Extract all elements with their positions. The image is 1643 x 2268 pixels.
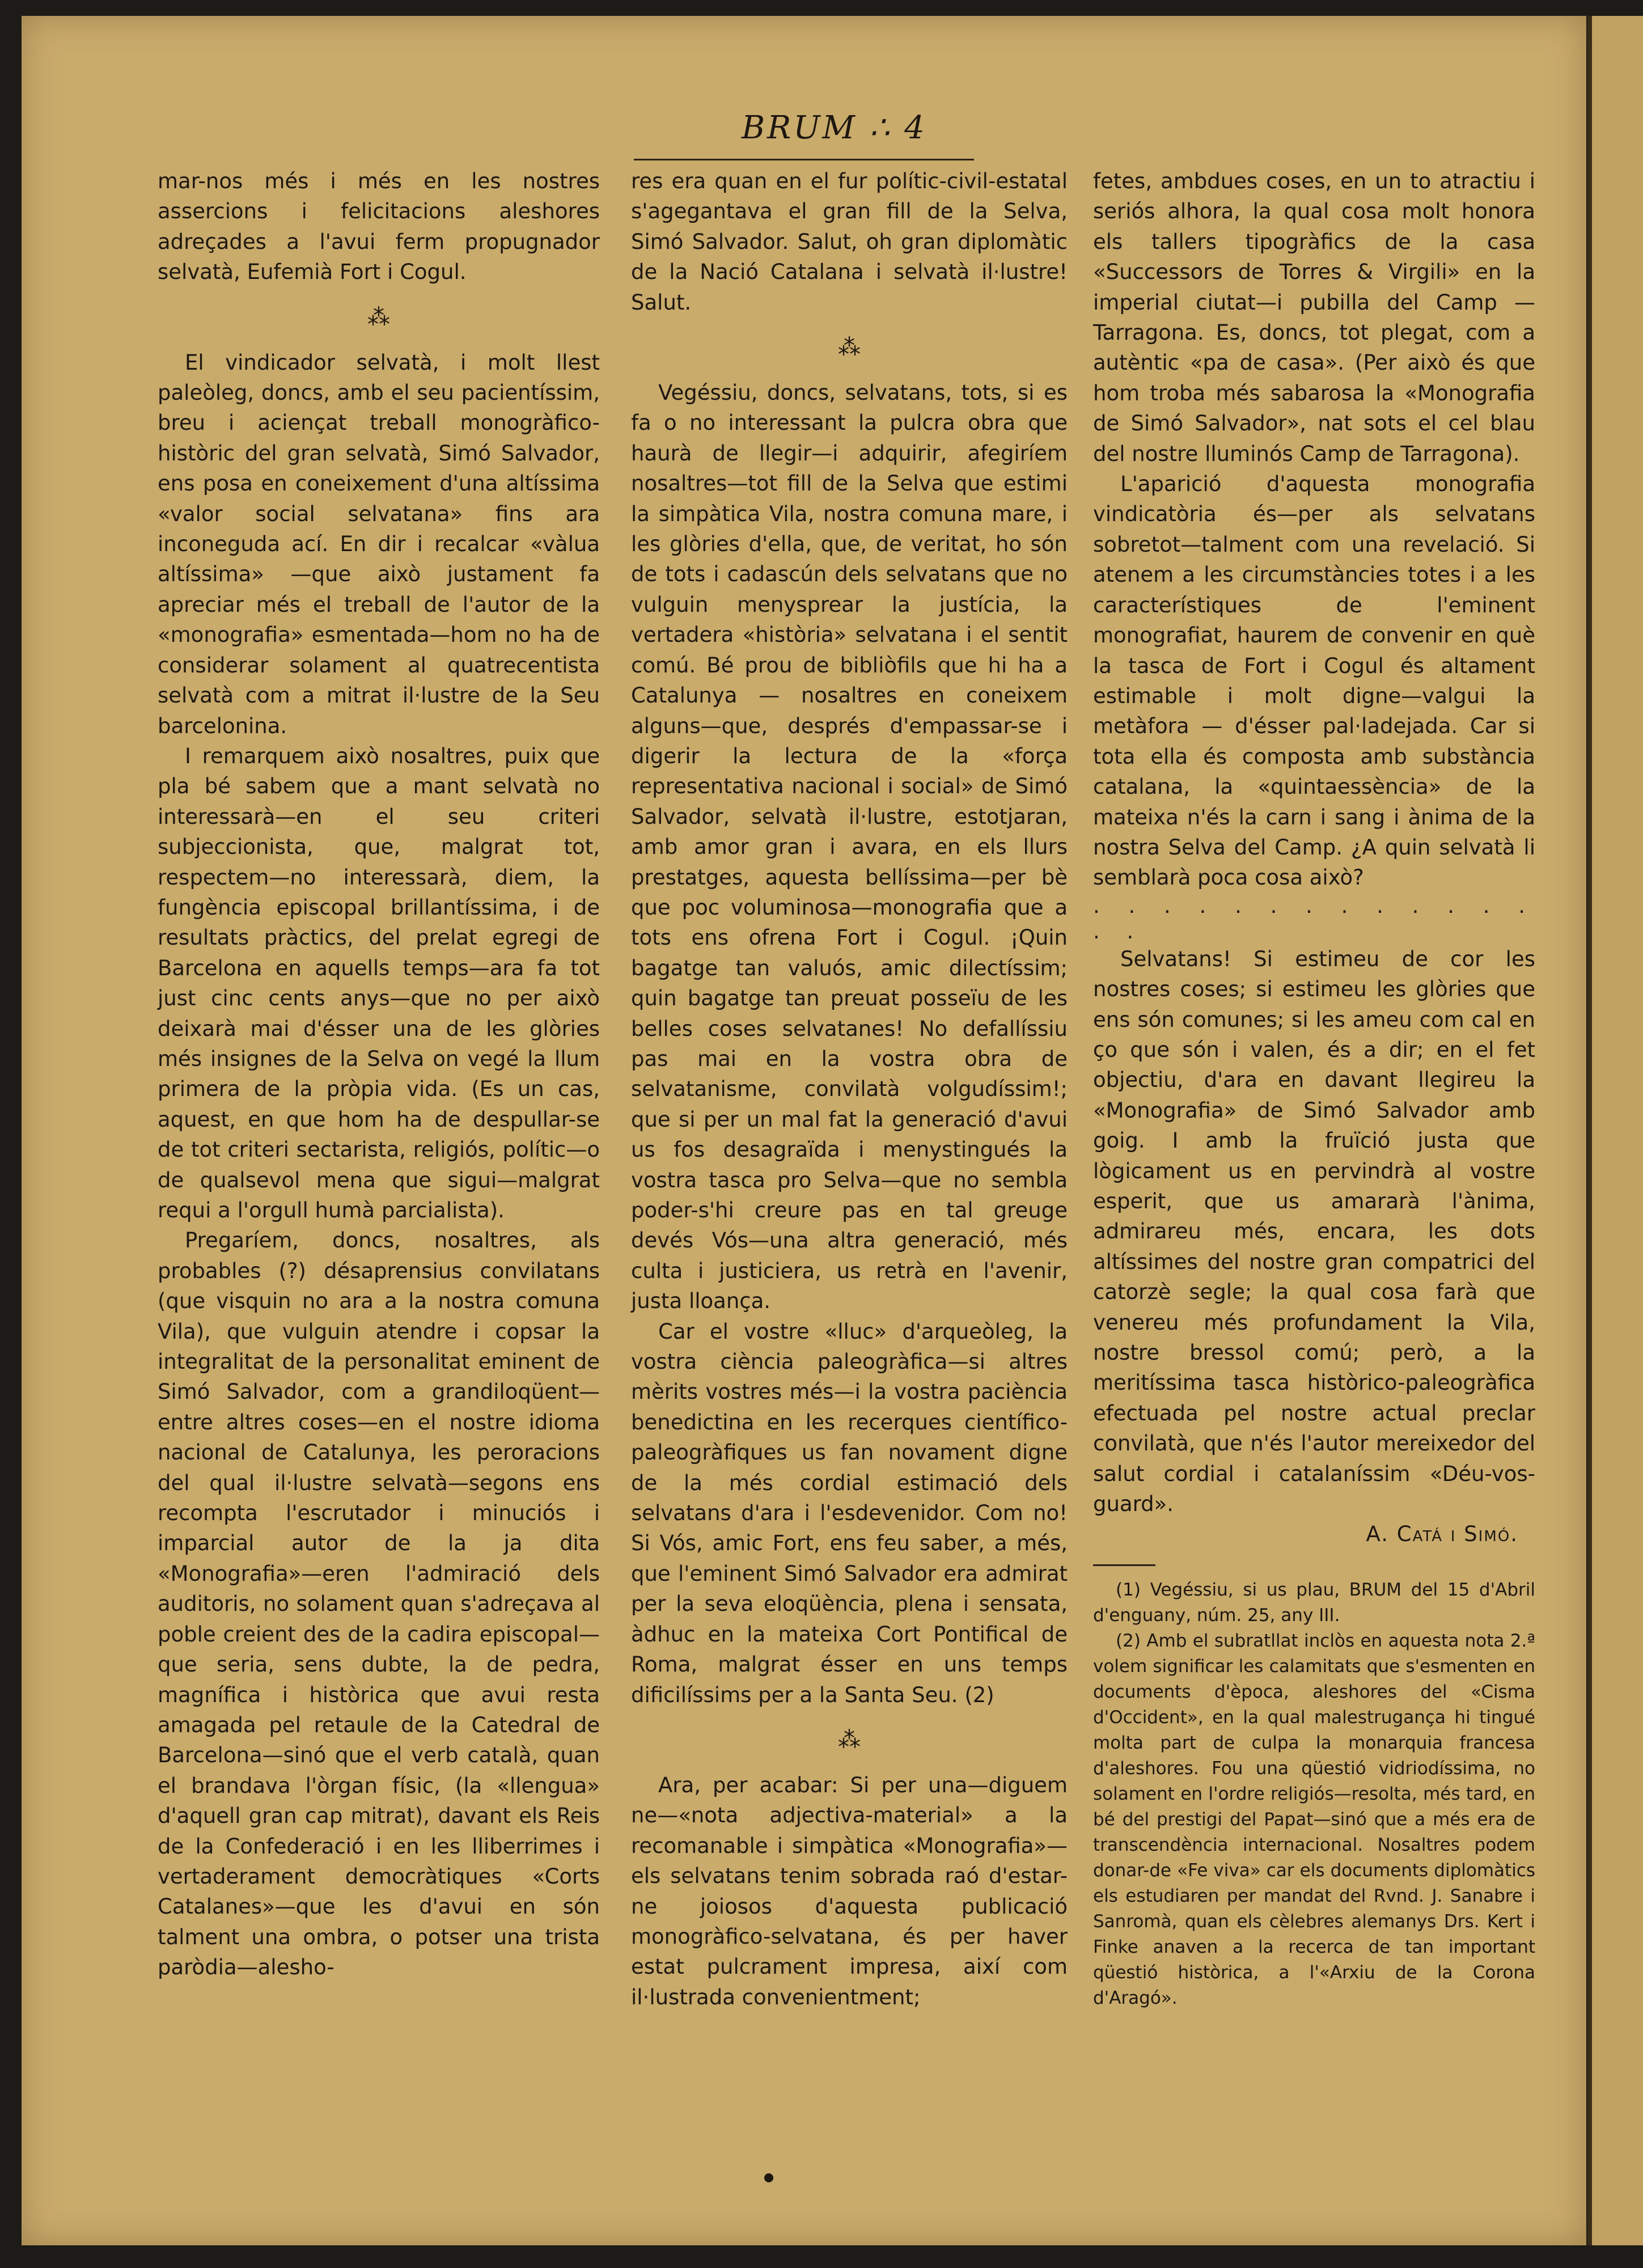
dotted-separator: . . . . . . . . . . . . . . . — [1093, 893, 1535, 943]
footnotes — [1093, 1577, 1535, 2011]
adjacent-page-edge — [1587, 16, 1643, 2245]
paragraph: Pregaríem, doncs, nosaltres, als probables (?) désaprensius convilatans (que visquin no ara a la nostra comuna Vila), que vulguin atendre i copsar la integralitat de la personalitat eminent de Simó Salvador, com a grandiloqüent—entre altres coses—en el nostre idioma nacional de Catalunya, les peroracions del qual il·lustre selvatà—segons ens recompta l'escrutador i minuciós i imparcial autor de la ja dita «Monografia»—eren l'admiració dels auditoris, no solament quan s'adreçava al poble creient des de la cadira episcopal—que seria, sens dubte, la de pedra, magnífica i històrica que avui resta amagada pel retaule de la Catedral de Barcelona—sinó que el verb català, quan el brandava l'òrgan físic, (la «llengua» d'aquell gran cap mitrat), davant els Reis de la Confederació i en les lliberrimes i vertaderament democràtiques «Corts Catalanes»—que les d'avui en són talment una ombra, o potser una trista paròdia—alesho- — [158, 1228, 600, 1980]
author-signature: A. Catá i Simó. — [1366, 1522, 1518, 1547]
paragraph: El vindicador selvatà, i molt llest paleòleg, doncs, amb el seu pacientíssim, breu i aciençat treball monogràfico-històric del gran selvatà, Simó Salvador, ens posa en coneixement d'una altíssima «valor social selvatana» fins ara inconeguda ací. En dir i recalcar «vàlua altíssima» —que això justament fa apreciar més el treball de l'autor de la «monografia» esmentada—hom no ha de considerar solament al quatrecentista selvatà com a mitrat il·lustre de la Seu barcelonina. — [158, 350, 600, 738]
paragraph: fetes, ambdues coses, en un to atractiu i seriós alhora, la qual cosa molt honora els tallers tipogràfics de la casa «Successors de Torres & Virgili» en la imperial ciutat—i pubilla del Camp — Tarragona. Es, doncs, tot plegat, com a autèntic «pa de casa». (Per això és que hom troba més sabarosa la «Monografia de Simó Salvador», nat sots el cel blau del nostre lluminós Camp de Tarragona). — [1093, 169, 1535, 466]
section-divider: ⁂ — [838, 1727, 861, 1753]
column-3 — [1093, 166, 1535, 2011]
paragraph: mar-nos més i més en les nostres assercions i felicitacions aleshores adreçades a l'avui ferm propugnador selvatà, Eufemià Fort i Cogul. — [158, 169, 600, 285]
section-divider: ⁂ — [838, 335, 861, 361]
paragraph: Ara, per acabar: Si per una—diguem ne—«nota adjectiva-material» a la recomanable i simpàtica «Monografia»—els selvatans tenim sobrada raó d'estar-ne joiosos d'aquesta publicació monogràfico-selvatana, és per haver estat pulcrament impresa, així com il·lustrada convenientment; — [631, 1772, 1068, 2009]
paragraph: res era quan en el fur polític-civil-estatal s'agegantava el gran fill de la Selva, Simó Salvador. Salut, oh gran diplomàtic de la Nació Catalana i selvatà il·lustre! Salut. — [631, 169, 1068, 315]
paragraph: L'aparició d'aquesta monografia vindicatòria és—per als selvatans sobretot—talment com una revelació. Si atenem a les circumstàncies totes i a les característiques de l'eminent monografiat, haurem de convenir en què la tasca de Fort i Cogul és altament estimable i molt digne—valgui la metàfora — d'ésser pal·ladejada. Car si tota ella és composta amb substància catalana, la «quintaessència» de la mateixa n'és la carn i sang i ànima de la nostra Selva del Camp. ¿A quin selvatà li semblarà poca cosa això? — [1093, 472, 1535, 890]
footnote-rule — [1093, 1564, 1155, 1566]
paragraph: Car el vostre «lluc» d'arqueòleg, la vostra ciència paleogràfica—si altres mèrits vostres més—i la vostra paciència benedictina en les recerques científico-paleogràfiques us fan novament digne de la més cordial estimació dels selvatans d'ara i l'esdevenidor. Com no! Si Vós, amic Fort, ens feu saber, a més, que l'eminent Simó Salvador era admirat per la seva eloqüència, plena i sensata, àdhuc en la mateixa Cort Pontifical de Roma, malgrat ésser en uns temps dificilíssims per a la Santa Seu. (2) — [631, 1319, 1068, 1707]
document-page — [22, 16, 1586, 2245]
header-rule — [634, 159, 974, 160]
column-2 — [631, 166, 1068, 2012]
section-divider: ⁂ — [367, 304, 390, 331]
footnote: (2) Amb el subratllat inclòs en aquesta nota 2.ª volem significar les calamitats que s'esmenten en documents d'època, aleshores del «Cisma d'Occident», en la qual malestrugança hi tingué molta part de culpa la monarquia francesa d'aleshores. Fou una qüestió vidriodíssima, no solament en l'ordre religiós—resolta, més tard, en bé del prestigi del Papat—sinó que a més era de transcendència internacional. Nosaltres podem donar-de «Fe viva» car els documents diplomàtics els estudiaren per mandat del Rvnd. J. Sanabre i Sanromà, quan els cèlebres alemanys Drs. Kert i Finke anaven a la recerca de tan important qüestió històrica, a l'«Arxiu de la Corona d'Aragó». — [1093, 1630, 1535, 2008]
ink-mark — [764, 2173, 773, 2182]
column-1 — [158, 166, 600, 1983]
page-header: BRUM ∴ 4 — [742, 109, 927, 146]
paragraph: I remarquem això nosaltres, puix que pla bé sabem que a mant selvatà no interessarà—en el seu criteri subjeccionista, que, malgrat tot, respectem—no interessarà, diem, la fungència episcopal brillantíssima, i de resultats pràctics, del prelat egregi de Barcelona en aquells temps—ara fa tot just cinc cents anys—que no per això deixarà mai d'ésser una de les glòries més insignes de la Selva on vegé la llum primera de la pròpia vida. (Es un cas, aquest, en que hom ha de despullar-se de tot criteri sectarista, religiós, polític—o de qualsevol mena que sigui—malgrat requi a l'orgull humà parcialista). — [158, 743, 600, 1222]
paragraph: Vegéssiu, doncs, selvatans, tots, si es fa o no interessant la pulcra obra que haurà de llegir—i adquirir, afegiríem nosaltres—tot fill de la Selva que estimi la simpàtica Vila, nostra comuna mare, i les glòries d'ella, que, de veritat, ho són de tots i cadascún dels selvatans que no vulguin menysprear la justícia, la vertadera «història» selvatana i el sentit comú. Bé prou de bibliòfils que hi ha a Catalunya — nosaltres en coneixem alguns—que, després d'empassar-se i digerir la lectura de la «força representativa nacional i social» de Simó Salvador, selvatà il·lustre, estotjaran, amb amor gran i avara, en els llurs prestatges, aquesta bellíssima—per bè que poc voluminosa—monografia que a tots ens ofrena Fort i Cogul. ¡Quin bagatge tan valuós, amic dilectíssim; quin bagatge tan preuat posseïu de les belles coses selvatanes! No defallíssiu pas mai en la vostra obra de selvatanisme, convilatà volgudíssim!; que si per un mal fat la generació d'avui us fos desagraïda i menystingués la vostra tasca pro Selva—que no sembla poder-s'hi creure pas en tal greuge devés Vós—una altra generació, més culta i justiciera, us retrà en l'avenir, justa lloança. — [631, 380, 1068, 1314]
paragraph: Selvatans! Si estimeu de cor les nostres coses; si estimeu les glòries que ens són comunes; si les ameu com cal en ço que són i valen, és a dir; en el fet objectiu, d'ara en davant llegireu la «Monografia» de Simó Salvador amb goig. I amb la fruïció justa que lògicament us en pervindrà al vostre esperit, que us amararà l'ànima, admirareu més, encara, les dots altíssimes del nostre gran compatrici del catorzè segle; la qual cosa farà que venereu més profundament la Vila, nostre bressol comú; però, a la meritíssima tasca històrico-paleogràfica efectuada pel nostre actual preclar convilatà, que n'és l'autor mereixedor del salut cordial i catalaníssim «Déu-vos-guard». — [1093, 946, 1535, 1517]
footnote: (1) Vegéssiu, si us plau, BRUM del 15 d'Abril d'enguany, núm. 25, any III. — [1093, 1579, 1535, 1626]
